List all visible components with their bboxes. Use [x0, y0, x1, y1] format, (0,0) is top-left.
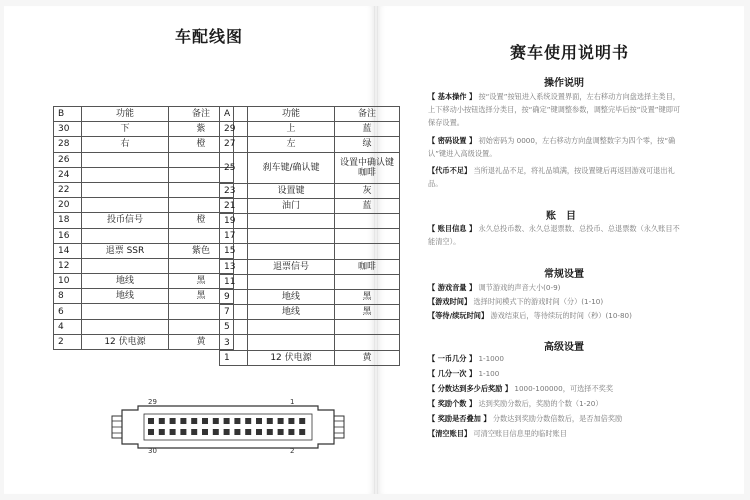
connector-pin: [180, 429, 186, 435]
routine-item-waittime: 【等待/续玩时间】 游戏结束后，等待续玩的时间（秒）(10-80): [428, 311, 632, 320]
routine-heading: 常规设置: [544, 269, 584, 280]
table-b-cell-func: 退票 SSR: [82, 243, 169, 258]
table-b-row: [54, 228, 234, 243]
table-a-cell-note: 咖啡: [335, 259, 400, 274]
table-b-header-cell: 备注: [169, 107, 234, 122]
routine-item-volume: 【 游戏音量 】 调节游戏的声音大小(0-9): [428, 283, 561, 292]
table-b-cell-note: 紫色: [169, 243, 234, 258]
connector-pin: [224, 429, 230, 435]
table-b-row: [54, 122, 234, 137]
connector-pin: [213, 418, 219, 424]
table-a-cell-note: [335, 335, 400, 350]
connector-pin: [170, 418, 176, 424]
connector-pin: [191, 429, 197, 435]
connector-drawing: [108, 396, 348, 458]
connector-pin: [299, 429, 305, 435]
table-b-cell-func: [82, 152, 169, 167]
table-a-cell-func: [248, 213, 335, 228]
advanced-item-coin-points: 【 一币几分 】 1-1000: [428, 354, 504, 363]
operation-item-password: 【 密码设置 】 初始密码为 0000，左右移动方向盘调整数字为四个零，按“确认”键进入高级设置。: [428, 136, 676, 158]
table-a-cell-func: 油门: [248, 198, 335, 213]
table-b-cell-func: [82, 167, 169, 182]
table-a-cell-pin: 15: [220, 244, 248, 259]
table-b-cell-pin: 14: [54, 243, 82, 258]
table-b-cell-func: [82, 228, 169, 243]
connector-pin: [234, 429, 240, 435]
table-a-row: [220, 289, 400, 304]
connector-pin: [278, 429, 284, 435]
table-b-cell-func: 投币信号: [82, 213, 169, 228]
table-a-row: [220, 213, 400, 228]
table-a-cell-note: 黑: [335, 305, 400, 320]
table-a-cell-note: 设置中确认键 咖啡: [335, 152, 400, 183]
pin-29-label: 29: [148, 398, 157, 406]
table-b-header-cell: 功能: [82, 107, 169, 122]
table-a-cell-pin: 21: [220, 198, 248, 213]
table-b-cell-note: 橙: [169, 213, 234, 228]
table-a-cell-pin: 19: [220, 213, 248, 228]
table-a-cell-pin: 7: [220, 305, 248, 320]
table-a-cell-note: [335, 274, 400, 289]
table-a-cell-note: 绿: [335, 137, 400, 152]
table-b-cell-pin: 26: [54, 152, 82, 167]
table-a-cell-pin: 17: [220, 229, 248, 244]
table-a-row: [220, 244, 400, 259]
table-a-row: [220, 183, 400, 198]
connector-pin: [234, 418, 240, 424]
table-a-cell-func: 设置键: [248, 183, 335, 198]
table-a-cell-note: [335, 320, 400, 335]
table-a-cell-pin: 3: [220, 335, 248, 350]
table-a-cell-func: [248, 229, 335, 244]
connector-pin: [148, 418, 154, 424]
table-a-cell-note: [335, 229, 400, 244]
table-a-cell-note: [335, 244, 400, 259]
wiring-table-a: [219, 106, 400, 366]
table-b-row: [54, 243, 234, 258]
table-a-header-row: [220, 107, 400, 122]
table-b-cell-pin: 24: [54, 167, 82, 182]
table-a-row: [220, 259, 400, 274]
advanced-heading: 高级设置: [544, 342, 584, 353]
connector-pin: [170, 429, 176, 435]
connector-pin: [278, 418, 284, 424]
operation-item-token: 【代币不足】 当所退礼品不足，将礼品填满，按设置键后再返回游戏可退出礼品。: [428, 166, 675, 188]
table-b-cell-func: 地线: [82, 289, 169, 304]
table-a-cell-note: 黑: [335, 289, 400, 304]
connector-pin: [245, 418, 251, 424]
table-a-cell-func: 地线: [248, 305, 335, 320]
table-b-cell-note: 紫: [169, 122, 234, 137]
table-a-cell-pin: 25: [220, 152, 248, 183]
table-a-row: [220, 152, 400, 183]
connector-pin: [202, 429, 208, 435]
connector-pin: [267, 418, 273, 424]
table-b-cell-pin: 2: [54, 334, 82, 349]
table-a-cell-func: [248, 320, 335, 335]
connector-pin: [202, 418, 208, 424]
advanced-item-reward-stack: 【 奖励是否叠加 】 分数达到奖励分数倍数后，是否加倍奖励: [428, 414, 623, 423]
table-a-row: [220, 350, 400, 365]
table-b-row: [54, 213, 234, 228]
table-b-cell-pin: 22: [54, 182, 82, 197]
pin-2-label: 2: [290, 447, 295, 455]
connector-pin: [180, 418, 186, 424]
table-b-cell-pin: 30: [54, 122, 82, 137]
table-b-cell-pin: 6: [54, 304, 82, 319]
table-b-row: [54, 152, 234, 167]
table-b-cell-pin: 10: [54, 274, 82, 289]
advanced-item-reward-threshold: 【 分数达到多少后奖励 】 1000-100000，可选择不奖奖: [428, 384, 614, 393]
table-b-cell-func: [82, 319, 169, 334]
advanced-item-points-per-play: 【 几分一次 】 1-100: [428, 369, 500, 378]
table-b-cell-func: [82, 182, 169, 197]
table-a-cell-note: 蓝: [335, 198, 400, 213]
pin-1-label: 1: [290, 398, 295, 406]
table-b-cell-pin: 28: [54, 137, 82, 152]
table-b-row: [54, 137, 234, 152]
table-b-header-cell: B: [54, 107, 82, 122]
connector-pin: [159, 418, 165, 424]
connector-pin: [159, 429, 165, 435]
table-a-row: [220, 122, 400, 137]
table-a-row: [220, 137, 400, 152]
table-a-cell-func: 地线: [248, 289, 335, 304]
account-heading: 账 目: [546, 211, 576, 222]
table-a-header-cell: A: [220, 107, 248, 122]
connector-pin: [299, 418, 305, 424]
table-a-cell-pin: 29: [220, 122, 248, 137]
connector-pin: [148, 429, 154, 435]
table-a-cell-func: 左: [248, 137, 335, 152]
table-a-cell-pin: 11: [220, 274, 248, 289]
table-b-cell-func: [82, 258, 169, 273]
table-a-cell-func: [248, 335, 335, 350]
table-a-row: [220, 320, 400, 335]
table-a-cell-note: 黄: [335, 350, 400, 365]
table-a-row: [220, 198, 400, 213]
connector-pin: [288, 429, 294, 435]
table-b-cell-func: 下: [82, 122, 169, 137]
table-b-cell-func: [82, 198, 169, 213]
table-a-header-cell: 备注: [335, 107, 400, 122]
table-a-cell-func: 上: [248, 122, 335, 137]
connector-pin: [267, 429, 273, 435]
table-b-cell-note: 黄: [169, 334, 234, 349]
table-a-cell-note: [335, 213, 400, 228]
table-b-row: [54, 304, 234, 319]
table-a-row: [220, 274, 400, 289]
table-b-cell-note: 黑: [169, 274, 234, 289]
account-item-info: 【 账目信息 】 永久总投币数、永久总退票数、总投币、总退票数（永久账目不能清空）。: [428, 224, 680, 246]
table-b-cell-pin: 4: [54, 319, 82, 334]
connector-pin: [191, 418, 197, 424]
table-b-cell-pin: 18: [54, 213, 82, 228]
table-a-row: [220, 229, 400, 244]
connector-diagram: [108, 396, 348, 458]
table-b-row: [54, 319, 234, 334]
routine-item-gametime: 【游戏时间】 选择时间模式下的游戏时间（分）(1-10): [428, 297, 604, 306]
table-b-row: [54, 167, 234, 182]
table-b-row: [54, 182, 234, 197]
operation-heading: 操作说明: [544, 78, 584, 89]
pin-30-label: 30: [148, 447, 157, 455]
table-a-cell-func: 刹车键/确认键: [248, 152, 335, 183]
wiring-diagram-title: 车配线图: [175, 27, 244, 46]
table-a-row: [220, 335, 400, 350]
table-b-row: [54, 198, 234, 213]
table-b-cell-pin: 12: [54, 258, 82, 273]
table-b-cell-pin: 8: [54, 289, 82, 304]
table-b-header-row: [54, 107, 234, 122]
wiring-table-b: [53, 106, 234, 350]
connector-pin: [245, 429, 251, 435]
table-b-cell-func: 12 伏电源: [82, 334, 169, 349]
table-a-cell-func: [248, 244, 335, 259]
table-b-row: [54, 258, 234, 273]
advanced-item-clear-account: 【清空账目】 可清空账目信息里的临时账目: [428, 429, 567, 438]
manual-title: 赛车使用说明书: [510, 43, 630, 62]
advanced-item-reward-count: 【 奖励个数 】 达到奖励分数后，奖励的个数（1-20）: [428, 399, 603, 408]
table-b-row: [54, 334, 234, 349]
table-a-header-cell: 功能: [248, 107, 335, 122]
connector-pin: [213, 429, 219, 435]
table-a-cell-func: [248, 274, 335, 289]
table-b-cell-pin: 16: [54, 228, 82, 243]
operation-item-basic: 【 基本操作 】 按“设置”按钮进入系统设置界面，左右移动方向盘选择主类目，上下移动小按钮选择分类目，按“确定”键调整参数，调整完毕后按“设置”键即可保存设置。: [428, 92, 681, 127]
table-a-row: [220, 305, 400, 320]
table-b-cell-note: 橙: [169, 137, 234, 152]
table-b-cell-func: 地线: [82, 274, 169, 289]
table-a-cell-pin: 27: [220, 137, 248, 152]
connector-pin: [256, 429, 262, 435]
connector-pin: [224, 418, 230, 424]
table-b-row: [54, 289, 234, 304]
table-a-cell-func: 12 伏电源: [248, 350, 335, 365]
table-b-cell-func: [82, 304, 169, 319]
table-a-cell-pin: 1: [220, 350, 248, 365]
connector-pin: [256, 418, 262, 424]
connector-pin: [288, 418, 294, 424]
table-a-cell-pin: 23: [220, 183, 248, 198]
table-b-cell-note: 黑: [169, 289, 234, 304]
table-a-cell-pin: 5: [220, 320, 248, 335]
table-b-row: [54, 274, 234, 289]
table-b-cell-func: 右: [82, 137, 169, 152]
table-a-cell-func: 退票信号: [248, 259, 335, 274]
table-b-cell-pin: 20: [54, 198, 82, 213]
table-a-cell-note: 灰: [335, 183, 400, 198]
table-a-cell-pin: 9: [220, 289, 248, 304]
table-a-cell-note: 蓝: [335, 122, 400, 137]
table-a-cell-pin: 13: [220, 259, 248, 274]
